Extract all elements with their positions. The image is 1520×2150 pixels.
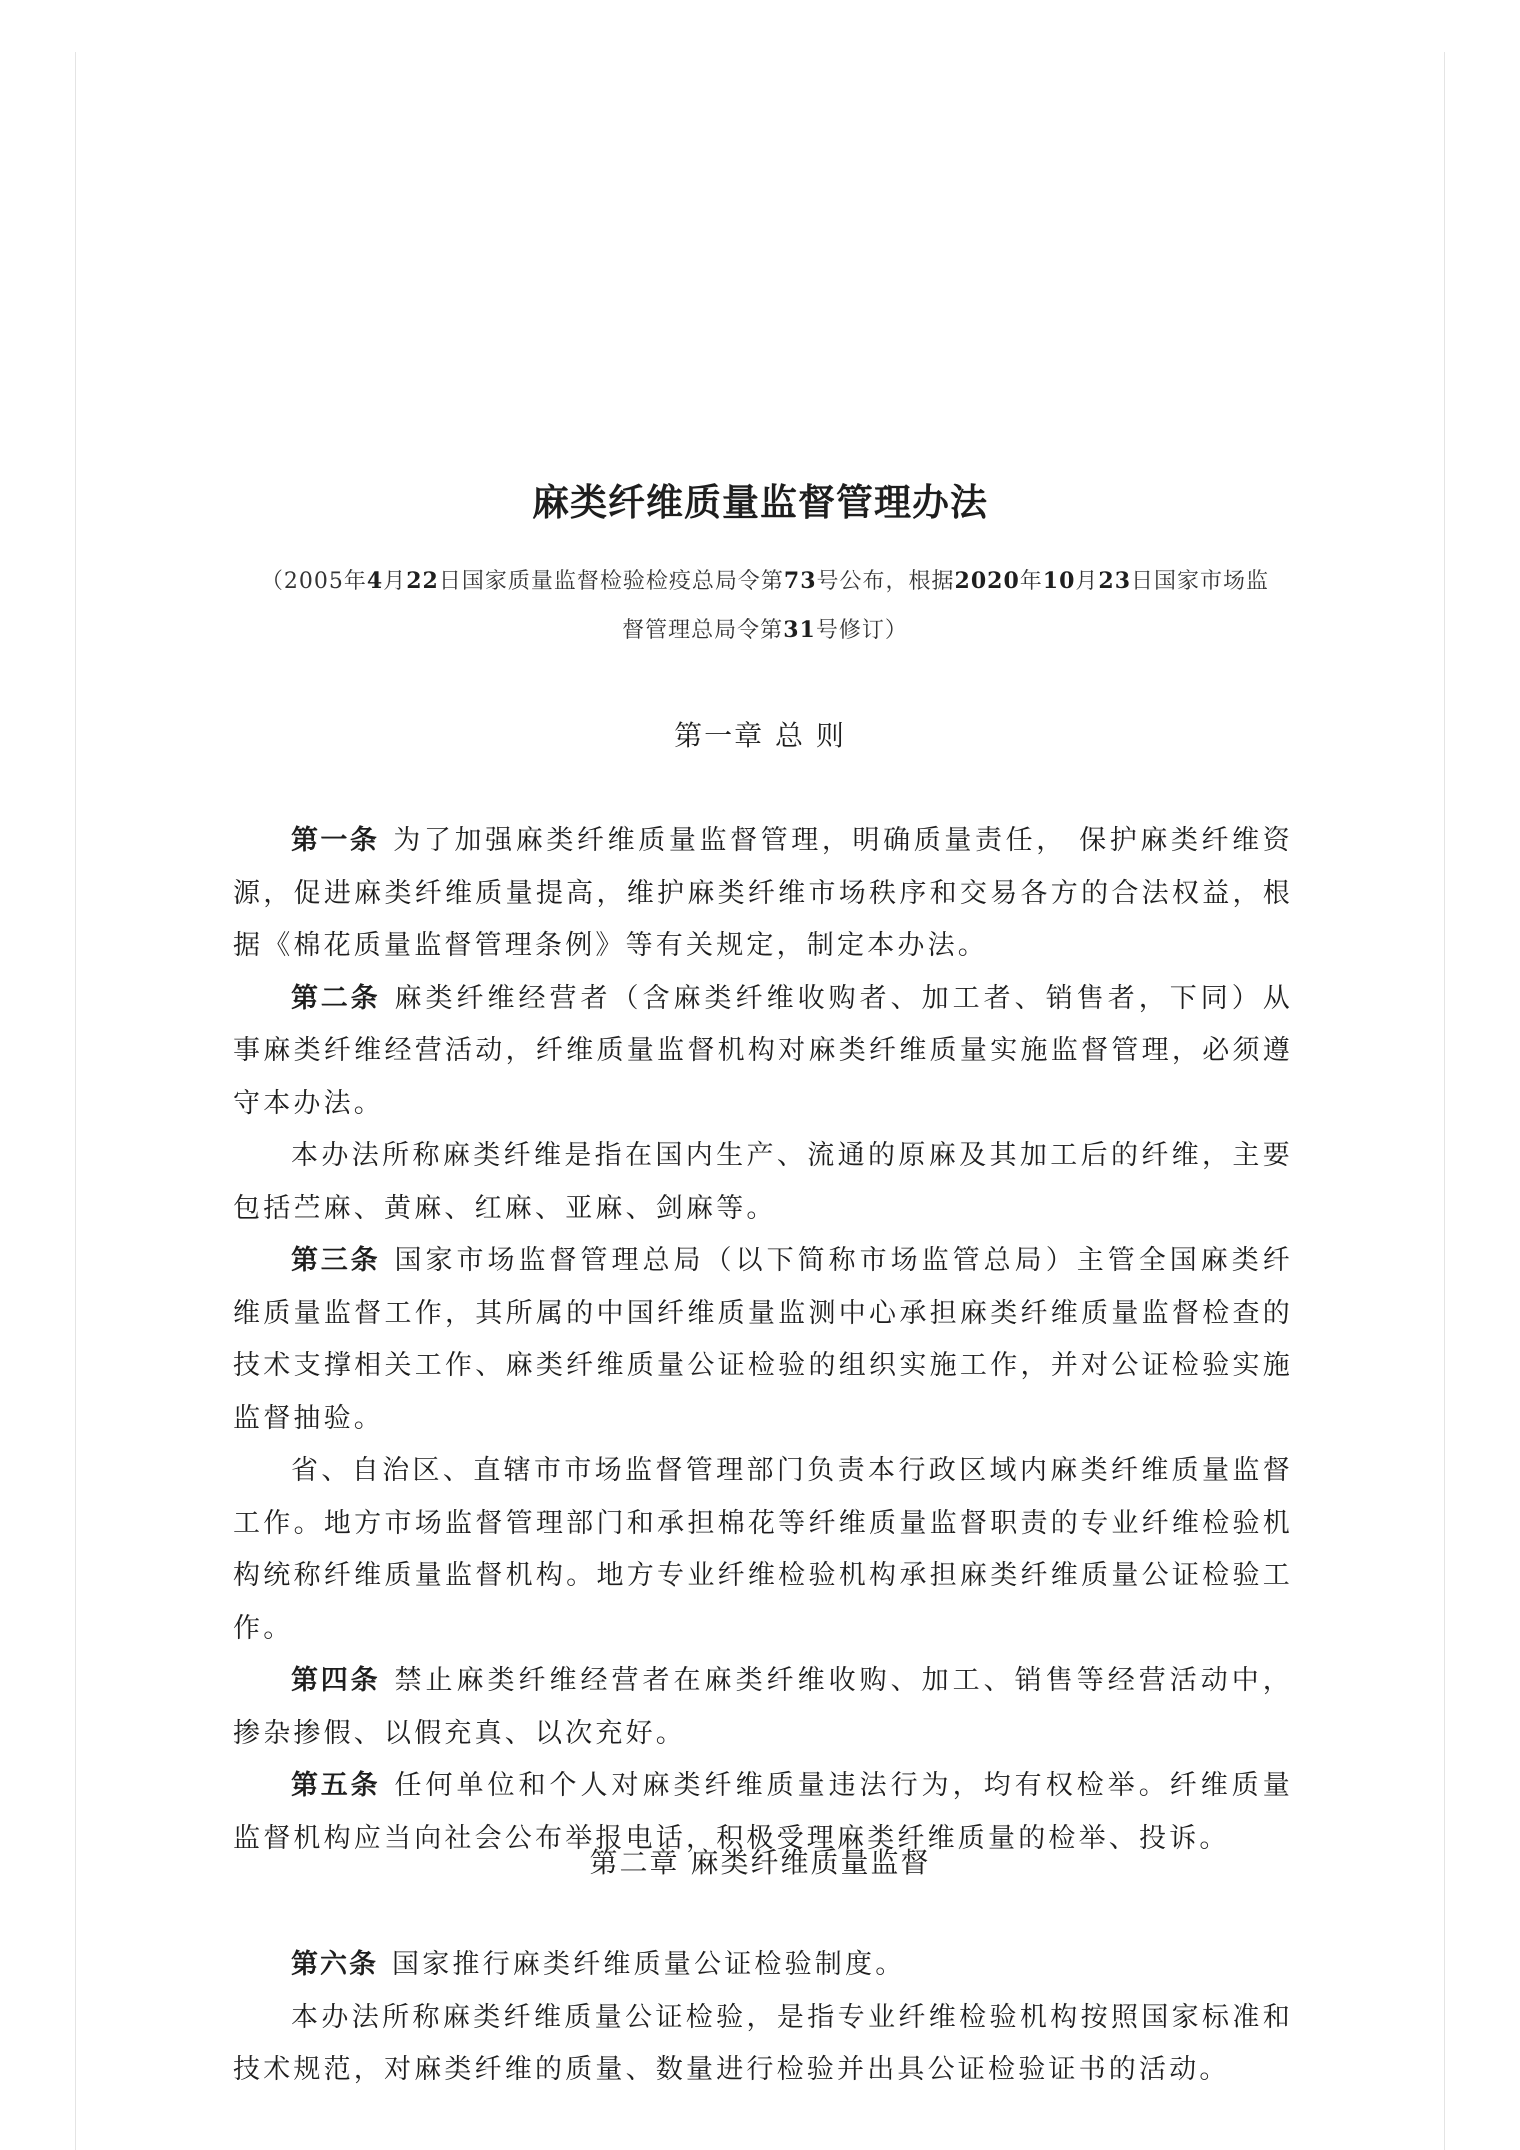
subtitle-number: 2020: [954, 568, 1020, 594]
article-6: [233, 1939, 1293, 1992]
article-text: 国家市场监督管理总局（以下简称市场监管总局）主管全国麻类纤维质量监督工作，其所属的中国纤维质量监测中心承担麻类纤维质量监督检查的技术支撑相关工作、麻类纤维质量公证检验的组织实施工作，并对公证检验实施监督抽验。: [233, 1245, 1293, 1434]
paragraph-text: 本办法所称麻类纤维质量公证检验，是指专业纤维检验机构按照国家标准和技术规范，对麻类纤维的质量、数量进行检验并出具公证检验证书的活动。: [233, 2001, 1293, 2085]
page-edge-right: [1444, 52, 1445, 2150]
subtitle-text: 号公布，根据: [816, 569, 955, 594]
article-2: [233, 973, 1293, 1131]
chapter-2-heading: 第二章 麻类纤维质量监督: [589, 1846, 931, 1879]
subtitle-text: 月: [383, 569, 407, 594]
article-3: [233, 1235, 1293, 1445]
subtitle-text: 年: [1019, 569, 1043, 594]
article-text: 禁止麻类纤维经营者在麻类纤维收购、加工、销售等经营活动中，掺杂掺假、以假充真、以次充好。: [233, 1665, 1293, 1749]
page-edge-left: [75, 52, 76, 2150]
chapter-1-heading: 第一章 总 则: [674, 719, 846, 752]
subtitle-text: 号修订）: [815, 618, 908, 643]
article-number: 第三条: [291, 1245, 381, 1276]
article-number: 第一条: [291, 825, 380, 856]
subtitle-number: 10: [1042, 568, 1076, 594]
article-4: [233, 1655, 1293, 1760]
article-text: 任何单位和个人对麻类纤维质量违法行为，均有权检举。纤维质量监督机构应当向社会公布举报电话，积极受理麻类纤维质量的检举、投诉。: [233, 1770, 1293, 1854]
article-3-paragraph-2: [233, 1445, 1293, 1655]
article-text: 国家推行麻类纤维质量公证检验制度。: [392, 1949, 906, 1980]
subtitle-number: 31: [783, 617, 816, 643]
document-title: 麻类纤维质量监督管理办法: [532, 480, 988, 524]
article-6-paragraph-2: [233, 1992, 1293, 2097]
paragraph-text: 省、自治区、直辖市市场监督管理部门负责本行政区域内麻类纤维质量监督工作。地方市场监督管理部门和承担棉花等纤维质量监督职责的专业纤维检验机构统称纤维质量监督机构。地方专业纤维检验机构承担麻类纤维质量公证检验工作。: [233, 1455, 1293, 1644]
subtitle-text: 日国家质量监督检验检疫总局令第: [438, 569, 784, 594]
subtitle-number: 4: [366, 568, 384, 594]
article-number: 第六条: [291, 1949, 378, 1980]
article-number: 第四条: [291, 1665, 381, 1696]
subtitle-text: （2005年: [260, 569, 367, 594]
subtitle-text: 督管理总局令第: [622, 618, 784, 643]
article-text: 麻类纤维经营者（含麻类纤维收购者、加工者、销售者，下同）从事麻类纤维经营活动，纤维质量监督机构对麻类纤维质量实施监督管理，必须遵守本办法。: [233, 982, 1293, 1119]
article-number: 第五条: [291, 1770, 381, 1801]
article-2-paragraph-2: [233, 1130, 1293, 1235]
subtitle-number: 23: [1098, 568, 1132, 594]
article-1: [233, 815, 1293, 973]
subtitle-number: 22: [406, 568, 439, 594]
paragraph-text: 本办法所称麻类纤维是指在国内生产、流通的原麻及其加工后的纤维，主要包括苎麻、黄麻、红麻、亚麻、剑麻等。: [233, 1140, 1293, 1224]
subtitle-line-1: [240, 557, 1290, 606]
chapter-2-body: [233, 1939, 1293, 2097]
article-number: 第二条: [291, 982, 381, 1014]
subtitle-text: 月: [1075, 569, 1099, 594]
subtitle-text: 日国家市场监: [1131, 569, 1270, 594]
document-subtitle: [240, 557, 1290, 655]
article-text: 为了加强麻类纤维质量监督管理，明确质量责任， 保护麻类纤维资源，促进麻类纤维质量提高，维护麻类纤维市场秩序和交易各方的合法权益，根据《棉花质量监督管理条例》等有关规定，制定本办法。: [233, 825, 1293, 961]
chapter-1-body: [233, 815, 1293, 1865]
subtitle-number: 73: [783, 568, 817, 594]
subtitle-line-2: [240, 606, 1290, 655]
